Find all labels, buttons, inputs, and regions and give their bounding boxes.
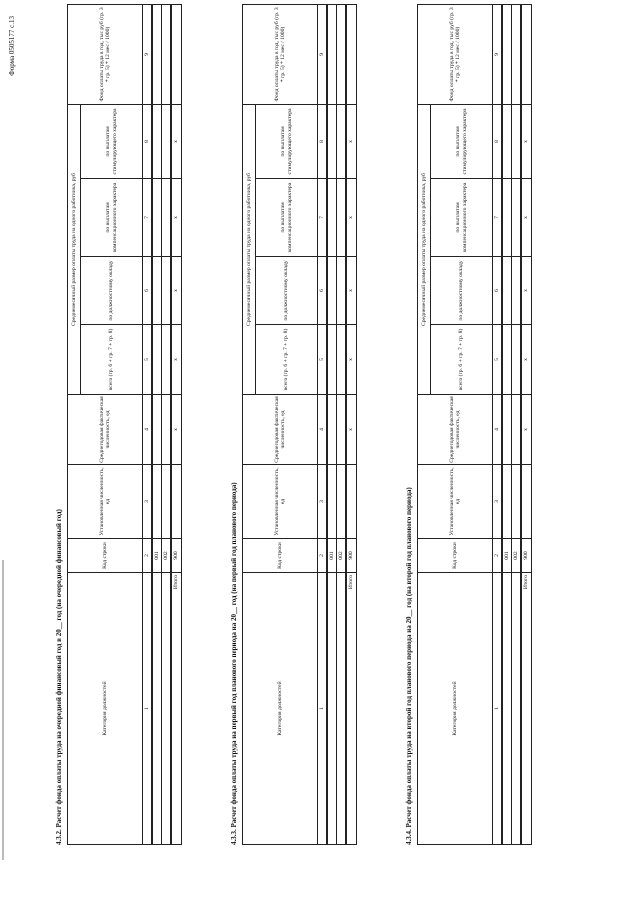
row-code: 001: [327, 539, 337, 573]
x-mark: x: [346, 395, 357, 465]
header-established: Установленная численность, ед: [418, 465, 493, 539]
cell-value[interactable]: [521, 4, 532, 104]
col-num: 8: [318, 104, 328, 178]
col-num: 4: [143, 395, 153, 465]
header-avg-actual: Среднегодовая фактическая численность, ед: [418, 395, 493, 465]
col-num: 5: [318, 325, 328, 395]
cell-value[interactable]: [502, 179, 512, 257]
cell-value[interactable]: [512, 465, 522, 539]
header-fund: Фонд оплаты труда в год, тыс руб (гр. 3 * гр. 5) * 12 мес / 1000): [418, 4, 493, 104]
cell-value[interactable]: [327, 104, 337, 178]
section-4-3-4: [405, 5, 555, 845]
cell-value[interactable]: [162, 179, 172, 257]
form-code: Форма 0505177 с.13: [8, 16, 16, 76]
col-num: 1: [493, 573, 503, 845]
header-row-code: Код строки: [68, 539, 143, 573]
total-code: 900: [521, 539, 532, 573]
col-num: 7: [143, 179, 153, 257]
cell-value[interactable]: [152, 4, 162, 104]
col-num: 6: [493, 257, 503, 325]
table-row: [512, 4, 522, 844]
cell-category[interactable]: [162, 573, 172, 845]
cell-value[interactable]: [346, 4, 357, 104]
cell-value[interactable]: [512, 325, 522, 395]
header-category: Категория должностей: [68, 573, 143, 845]
x-mark: x: [521, 257, 532, 325]
cell-value[interactable]: [152, 465, 162, 539]
cell-value[interactable]: [337, 179, 347, 257]
row-code: 001: [152, 539, 162, 573]
header-avg-salary-group: Среднемесячный размер оплаты труда на одного работника, руб: [243, 104, 256, 394]
table-row: [327, 4, 337, 844]
col-num: 2: [143, 539, 153, 573]
col-num: 2: [318, 539, 328, 573]
x-mark: x: [521, 179, 532, 257]
row-code: 002: [162, 539, 172, 573]
x-mark: x: [346, 257, 357, 325]
cell-value[interactable]: [162, 257, 172, 325]
header-compensatory: по выплатам компенсационного характера: [256, 179, 318, 257]
cell-value[interactable]: [502, 395, 512, 465]
col-num: 7: [318, 179, 328, 257]
section-4-3-2: [55, 5, 205, 845]
header-category: Категория должностей: [418, 573, 493, 845]
cell-value[interactable]: [512, 395, 522, 465]
section-title: 4.3.2. Расчет фонда оплаты труда на очередной финансовый год в 20__ год (на очередной финансовый год): [55, 509, 63, 845]
header-row-code: Код строки: [418, 539, 493, 573]
cell-value[interactable]: [502, 257, 512, 325]
x-mark: x: [171, 325, 182, 395]
header-compensatory: по выплатам компенсационного характера: [81, 179, 143, 257]
x-mark: x: [346, 179, 357, 257]
col-num: 8: [493, 104, 503, 178]
header-category: Категория должностей: [243, 573, 318, 845]
total-row: [171, 4, 182, 844]
x-mark: x: [346, 325, 357, 395]
col-num: 9: [318, 4, 328, 104]
cell-value[interactable]: [327, 4, 337, 104]
payroll-table: [242, 4, 357, 845]
section-title: 4.3.4. Расчет фонда оплаты труда на второй год планового периода на 20__ год (на второй год планового периода): [405, 487, 413, 845]
header-official-salary: по должностному окладу: [431, 257, 493, 325]
x-mark: x: [521, 325, 532, 395]
cell-value[interactable]: [337, 465, 347, 539]
row-code: 002: [512, 539, 522, 573]
header-compensatory: по выплатам компенсационного характера: [431, 179, 493, 257]
col-num: 9: [143, 4, 153, 104]
cell-value[interactable]: [512, 179, 522, 257]
cell-value[interactable]: [327, 325, 337, 395]
cell-value[interactable]: [162, 395, 172, 465]
cell-value[interactable]: [327, 179, 337, 257]
col-num: 5: [143, 325, 153, 395]
header-avg-salary-group: Среднемесячный размер оплаты труда на одного работника, руб: [68, 104, 81, 394]
header-official-salary: по должностному окладу: [81, 257, 143, 325]
cell-value[interactable]: [337, 4, 347, 104]
cell-category[interactable]: [337, 573, 347, 845]
header-fund: Фонд оплаты труда в год, тыс руб (гр. 3 * гр. 5) * 12 мес / 1000): [243, 4, 318, 104]
cell-value[interactable]: [162, 4, 172, 104]
header-official-salary: по должностному окладу: [256, 257, 318, 325]
cell-value[interactable]: [337, 395, 347, 465]
header-total: всего (гр. 6 + гр. 7 + гр. 8): [256, 325, 318, 395]
cell-value[interactable]: [502, 325, 512, 395]
cell-value[interactable]: [337, 257, 347, 325]
col-num: 4: [493, 395, 503, 465]
header-avg-salary-group: Среднемесячный размер оплаты труда на одного работника, руб: [418, 104, 431, 394]
col-num: 9: [493, 4, 503, 104]
col-num: 6: [143, 257, 153, 325]
header-established: Установленная численность, ед: [243, 465, 318, 539]
cell-value[interactable]: [327, 465, 337, 539]
col-num: 1: [143, 573, 153, 845]
total-code: 900: [346, 539, 357, 573]
x-mark: x: [521, 395, 532, 465]
col-num: 1: [318, 573, 328, 845]
cell-value[interactable]: [512, 4, 522, 104]
x-mark: x: [171, 257, 182, 325]
cell-value[interactable]: [171, 4, 182, 104]
row-code: 001: [502, 539, 512, 573]
header-incentive: по выплатам стимулирующего характера: [256, 104, 318, 178]
cell-value[interactable]: [152, 325, 162, 395]
cell-value[interactable]: [337, 325, 347, 395]
header-incentive: по выплатам стимулирующего характера: [431, 104, 493, 178]
header-avg-actual: Среднегодовая фактическая численность, ед: [243, 395, 318, 465]
col-num: 3: [493, 465, 503, 539]
col-num: 8: [143, 104, 153, 178]
header-avg-actual: Среднегодовая фактическая численность, ед: [68, 395, 143, 465]
scan-edge-shadow: [2, 560, 4, 860]
cell-value[interactable]: [171, 465, 182, 539]
col-num: 2: [493, 539, 503, 573]
total-row: [521, 4, 532, 844]
cell-value[interactable]: [346, 465, 357, 539]
cell-category[interactable]: [502, 573, 512, 845]
total-label: Итого: [346, 573, 357, 845]
cell-value[interactable]: [502, 4, 512, 104]
cell-value[interactable]: [152, 395, 162, 465]
cell-value[interactable]: [152, 104, 162, 178]
section-4-3-3: [230, 5, 380, 845]
cell-category[interactable]: [512, 573, 522, 845]
table-row: [162, 4, 172, 844]
cell-value[interactable]: [512, 257, 522, 325]
cell-value[interactable]: [502, 465, 512, 539]
x-mark: x: [346, 104, 357, 178]
header-established: Установленная численность, ед: [68, 465, 143, 539]
col-num: 5: [493, 325, 503, 395]
header-row-code: Код строки: [243, 539, 318, 573]
col-num: 7: [493, 179, 503, 257]
col-num: 3: [318, 465, 328, 539]
cell-value[interactable]: [162, 465, 172, 539]
cell-value[interactable]: [327, 257, 337, 325]
header-fund: Фонд оплаты труда в год, тыс руб (гр. 3 * гр. 5) * 12 мес / 1000): [68, 4, 143, 104]
section-title: 4.3.3. Расчет фонда оплаты труда на первый год планового периода на 20__ год (на первый год планового периода): [230, 482, 238, 845]
cell-value[interactable]: [327, 395, 337, 465]
cell-value[interactable]: [162, 325, 172, 395]
col-num: 3: [143, 465, 153, 539]
payroll-table: [417, 4, 532, 845]
total-row: [346, 4, 357, 844]
total-code: 900: [171, 539, 182, 573]
col-num: 4: [318, 395, 328, 465]
cell-value[interactable]: [337, 104, 347, 178]
cell-category[interactable]: [327, 573, 337, 845]
row-code: 002: [337, 539, 347, 573]
table-row: [337, 4, 347, 844]
cell-value[interactable]: [152, 257, 162, 325]
table-row: [152, 4, 162, 844]
cell-value[interactable]: [521, 465, 532, 539]
x-mark: x: [171, 395, 182, 465]
header-incentive: по выплатам стимулирующего характера: [81, 104, 143, 178]
x-mark: x: [171, 104, 182, 178]
total-label: Итого: [171, 573, 182, 845]
cell-value[interactable]: [512, 104, 522, 178]
cell-value[interactable]: [502, 104, 512, 178]
cell-value[interactable]: [152, 179, 162, 257]
header-total: всего (гр. 6 + гр. 7 + гр. 8): [81, 325, 143, 395]
total-label: Итого: [521, 573, 532, 845]
header-total: всего (гр. 6 + гр. 7 + гр. 8): [431, 325, 493, 395]
table-row: [502, 4, 512, 844]
x-mark: x: [171, 179, 182, 257]
cell-category[interactable]: [152, 573, 162, 845]
col-num: 6: [318, 257, 328, 325]
cell-value[interactable]: [162, 104, 172, 178]
x-mark: x: [521, 104, 532, 178]
payroll-table: [67, 4, 182, 845]
